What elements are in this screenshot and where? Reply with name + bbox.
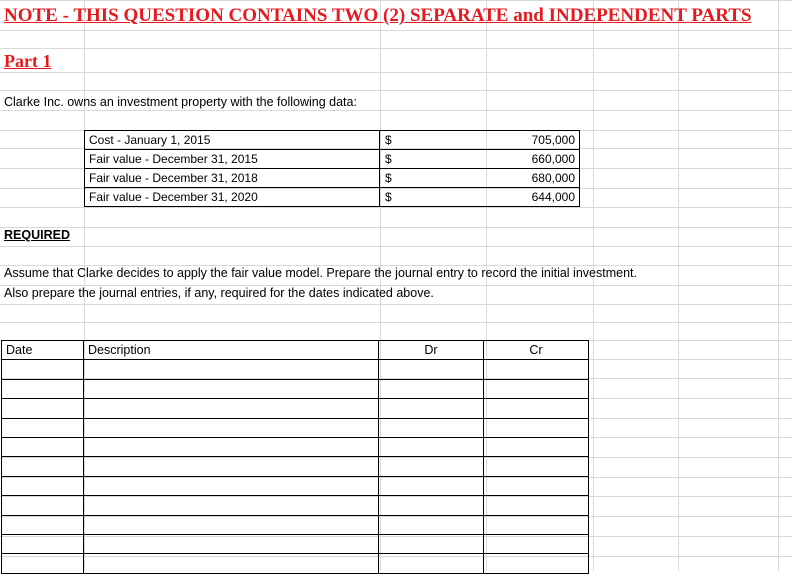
journal-cell[interactable] — [484, 399, 589, 418]
journal-cell[interactable] — [484, 515, 589, 534]
journal-entry-table — [1, 340, 589, 574]
journal-cell[interactable] — [484, 476, 589, 495]
journal-cell[interactable] — [484, 418, 589, 437]
journal-cell[interactable] — [379, 360, 484, 379]
journal-row[interactable] — [2, 418, 589, 437]
journal-cell[interactable] — [2, 554, 84, 573]
required-text-line2: Also prepare the journal entries, if any, required for the dates indicated above. — [4, 286, 434, 300]
journal-cell[interactable] — [484, 360, 589, 379]
property-value: 644,000 — [489, 188, 580, 207]
journal-cell[interactable] — [484, 437, 589, 456]
note-heading: NOTE - THIS QUESTION CONTAINS TWO (2) SEPARATE and INDEPENDENT PARTS — [4, 5, 752, 26]
required-text-line1: Assume that Clarke decides to apply the fair value model. Prepare the journal entry to record the initial investment. — [4, 266, 637, 280]
dr-header: Dr — [379, 341, 484, 360]
property-value: 680,000 — [489, 169, 580, 188]
journal-cell[interactable] — [2, 418, 84, 437]
journal-cell[interactable] — [2, 457, 84, 476]
property-row — [85, 131, 580, 150]
journal-row[interactable] — [2, 515, 589, 534]
property-label: Cost - January 1, 2015 — [85, 131, 380, 150]
journal-cell[interactable] — [379, 399, 484, 418]
property-row — [85, 150, 580, 169]
journal-row[interactable] — [2, 399, 589, 418]
journal-cell[interactable] — [84, 360, 379, 379]
journal-row[interactable] — [2, 476, 589, 495]
journal-cell[interactable] — [2, 399, 84, 418]
currency-symbol: $ — [380, 131, 490, 150]
journal-cell[interactable] — [84, 496, 379, 515]
journal-row[interactable] — [2, 534, 589, 553]
part-heading: Part 1 — [4, 51, 52, 71]
journal-cell[interactable] — [2, 476, 84, 495]
cr-header: Cr — [484, 341, 589, 360]
journal-cell[interactable] — [84, 437, 379, 456]
journal-cell[interactable] — [379, 476, 484, 495]
journal-cell[interactable] — [379, 554, 484, 573]
currency-symbol: $ — [380, 169, 490, 188]
required-heading: REQUIRED — [4, 228, 70, 242]
journal-header-row — [2, 341, 589, 360]
journal-cell[interactable] — [84, 515, 379, 534]
property-row — [85, 188, 580, 207]
property-label: Fair value - December 31, 2015 — [85, 150, 380, 169]
intro-text: Clarke Inc. owns an investment property with the following data: — [4, 95, 357, 109]
journal-cell[interactable] — [379, 457, 484, 476]
journal-row[interactable] — [2, 360, 589, 379]
journal-cell[interactable] — [484, 534, 589, 553]
journal-cell[interactable] — [2, 437, 84, 456]
journal-cell[interactable] — [84, 418, 379, 437]
journal-cell[interactable] — [84, 534, 379, 553]
journal-cell[interactable] — [84, 399, 379, 418]
journal-row[interactable] — [2, 437, 589, 456]
journal-cell[interactable] — [84, 457, 379, 476]
journal-row[interactable] — [2, 496, 589, 515]
journal-cell[interactable] — [379, 534, 484, 553]
journal-cell[interactable] — [379, 437, 484, 456]
property-label: Fair value - December 31, 2020 — [85, 188, 380, 207]
currency-symbol: $ — [380, 150, 490, 169]
journal-cell[interactable] — [84, 554, 379, 573]
property-row — [85, 169, 580, 188]
journal-row[interactable] — [2, 554, 589, 573]
journal-cell[interactable] — [84, 379, 379, 398]
journal-cell[interactable] — [2, 534, 84, 553]
property-value: 705,000 — [489, 131, 580, 150]
journal-cell[interactable] — [2, 515, 84, 534]
journal-cell[interactable] — [379, 496, 484, 515]
currency-symbol: $ — [380, 188, 490, 207]
journal-cell[interactable] — [2, 496, 84, 515]
journal-cell[interactable] — [2, 360, 84, 379]
journal-cell[interactable] — [484, 496, 589, 515]
journal-cell[interactable] — [484, 379, 589, 398]
journal-cell[interactable] — [379, 418, 484, 437]
journal-row[interactable] — [2, 379, 589, 398]
journal-row[interactable] — [2, 457, 589, 476]
journal-cell[interactable] — [484, 554, 589, 573]
property-value: 660,000 — [489, 150, 580, 169]
date-header: Date — [2, 341, 84, 360]
journal-cell[interactable] — [379, 379, 484, 398]
journal-cell[interactable] — [84, 476, 379, 495]
journal-cell[interactable] — [484, 457, 589, 476]
description-header: Description — [84, 341, 379, 360]
journal-cell[interactable] — [379, 515, 484, 534]
journal-cell[interactable] — [2, 379, 84, 398]
property-data-table — [84, 130, 580, 207]
property-label: Fair value - December 31, 2018 — [85, 169, 380, 188]
